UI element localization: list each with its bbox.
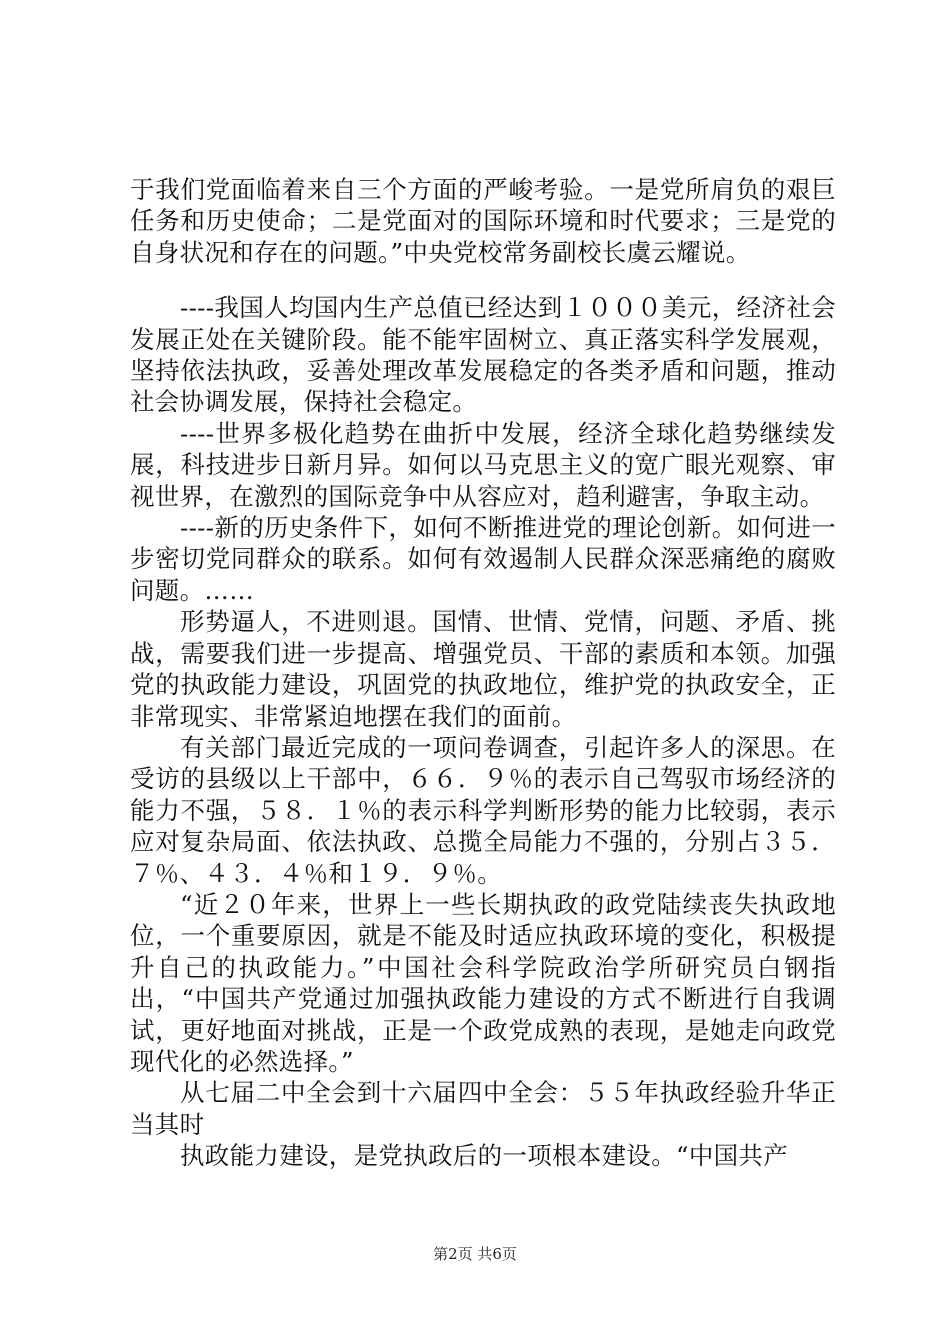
page-number-label: 第2页 共6页 [433,1245,517,1263]
paragraph-7: “近２０年来，世界上一些长期执政的政党陆续丧失执政地位，一个重要原因，就是不能及时适应执政环境的变化，积极提升自己的执政能力。”中国社会科学院政治学所研究员白钢指出，“中国共产党通过加强执政能力建设的方式不断进行自我调试，更好地面对挑战，正是一个政党成熟的表现，是她走向政党现代化的必然选择。” [130,889,836,1076]
paragraph-8: 执政能力建设，是党执政后的一项根本建设。“中国共产 [180,1141,789,1171]
paragraph-5: 形势逼人，不进则退。国情、世情、党情，问题、矛盾、挑战，需要我们进一步提高、增强党员、干部的素质和本领。加强党的执政能力建设，巩固党的执政地位，维护党的执政安全，正非常现实、非常紧迫地摆在我们的面前。 [130,607,836,731]
page-footer [0,1244,950,1264]
section-heading: 从七届二中全会到十六届四中全会：５５年执政经验升华正当其时 [130,1078,836,1139]
body-text [130,174,836,1172]
paragraph-3: ----世界多极化趋势在曲折中发展，经济全球化趋势继续发展，科技进步日新月异。如何以马克思主义的宽广眼光观察、审视世界，在激烈的国际竞争中从容应对，趋利避害，争取主动。 [130,418,836,511]
paragraph-gap [130,268,836,292]
paragraph-6: 有关部门最近完成的一项问卷调查，引起许多人的深思。在受访的县级以上干部中，６６．９％的表示自己驾驭市场经济的能力不强，５８．１％的表示科学判断形势的能力比较弱，表示应对复杂局面、依法执政、总揽全局能力不强的，分别占３５．７％、４３．４％和１９．９％。 [130,732,836,888]
paragraph-2: ----我国人均国内生产总值已经达到１０００美元，经济社会发展正处在关键阶段。能不能牢固树立、真正落实科学发展观，坚持依法执政，妥善处理改革发展稳定的各类矛盾和问题，推动社会协调发展，保持社会稳定。 [130,293,836,417]
paragraph-4: ----新的历史条件下，如何不断推进党的理论创新。如何进一步密切党同群众的联系。如何有效遏制人民群众深恶痛绝的腐败问题。…… [130,513,836,605]
paragraph-1: 于我们党面临着来自三个方面的严峻考验。一是党所肩负的艰巨任务和历史使命；二是党面对的国际环境和时代要求；三是党的自身状况和存在的问题。”中央党校常务副校长虞云耀说。 [130,175,836,267]
